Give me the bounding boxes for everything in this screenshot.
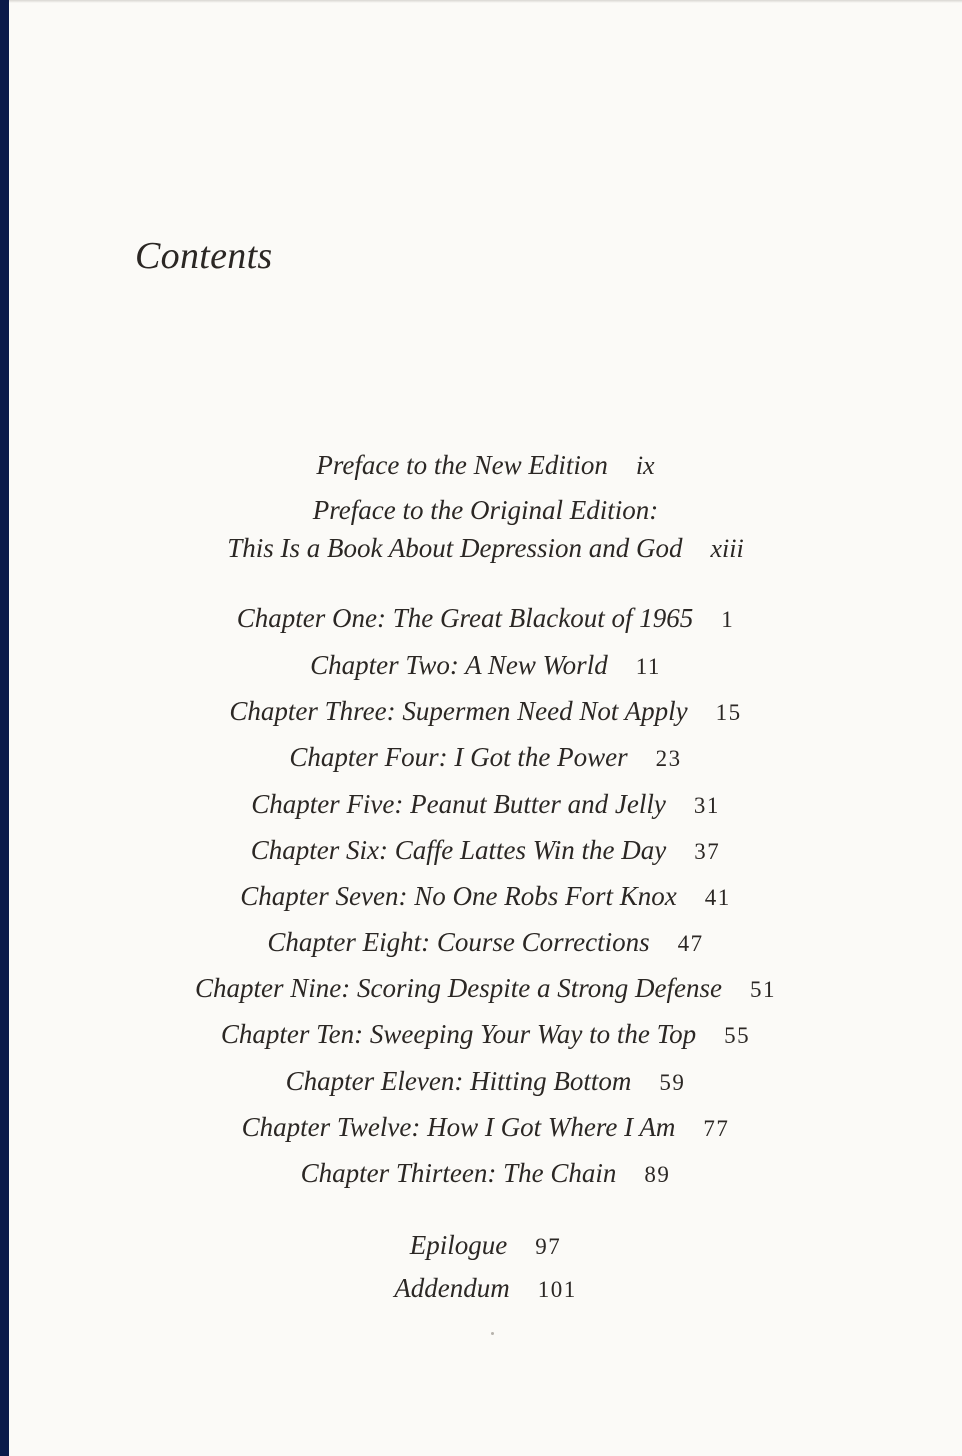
- toc-entry-title: Chapter Twelve: How I Got Where I Am: [241, 1112, 676, 1142]
- page-title: Contents: [135, 235, 273, 277]
- toc-entry-page: 37: [694, 839, 721, 864]
- toc-entry-chapter-9: [9, 970, 962, 1006]
- toc-entry-title: Addendum: [394, 1273, 510, 1303]
- toc-entry-title: Chapter Four: I Got the Power: [289, 742, 628, 772]
- toc-entry-page: 59: [659, 1070, 686, 1095]
- toc-entry-chapter-7: [9, 878, 962, 914]
- toc-entry-title: Preface to the New Edition: [316, 450, 608, 480]
- toc-entry-chapter-5: [9, 786, 962, 822]
- toc-entry-page: 15: [715, 700, 742, 725]
- toc-entry-title: Chapter Six: Caffe Lattes Win the Day: [250, 835, 667, 865]
- toc-entry-addendum: [9, 1270, 962, 1306]
- toc-entry-title: Epilogue: [409, 1230, 508, 1260]
- toc-entry-title: Preface to the Original Edition:: [312, 495, 659, 525]
- toc-entry-chapter-2: [9, 647, 962, 683]
- toc-entry-chapter-8: [9, 924, 962, 960]
- toc-entry-page: 77: [703, 1116, 730, 1141]
- toc-entry-chapter-3: [9, 693, 962, 729]
- toc-entry-chapter-11: [9, 1063, 962, 1099]
- toc-entry-page: 97: [535, 1234, 562, 1259]
- toc-entry-page: 11: [635, 654, 661, 679]
- toc-entry-chapter-12: [9, 1109, 962, 1145]
- toc-entry-title: Chapter Two: A New World: [310, 650, 608, 680]
- toc-entry-page: 47: [677, 931, 704, 956]
- toc-entry-title: Chapter Eleven: Hitting Bottom: [285, 1066, 632, 1096]
- toc-entry-page: ix: [635, 451, 655, 480]
- toc-entry-title: Chapter Three: Supermen Need Not Apply: [229, 696, 688, 726]
- toc-entry-page: 55: [724, 1023, 751, 1048]
- toc-entry-title: Chapter Ten: Sweeping Your Way to the Top: [220, 1019, 697, 1049]
- toc-entry-title: This Is a Book About Depression and God: [227, 533, 683, 563]
- toc-entry-chapter-6: [9, 832, 962, 868]
- toc-entry-preface-original-line2: [9, 530, 962, 566]
- toc-entry-page: 1: [721, 607, 735, 632]
- toc-entry-title: Chapter Thirteen: The Chain: [300, 1158, 617, 1188]
- toc-entry-title: Chapter Eight: Course Corrections: [267, 927, 650, 957]
- toc-entry-title: Chapter Seven: No One Robs Fort Knox: [240, 881, 677, 911]
- toc-entry-page: 101: [537, 1277, 577, 1302]
- book-page: [9, 0, 962, 1456]
- toc-entry-title: Chapter Five: Peanut Butter and Jelly: [251, 789, 666, 819]
- toc-entry-chapter-4: [9, 739, 962, 775]
- toc-entry-page: 89: [644, 1162, 671, 1187]
- toc-entry-chapter-10: [9, 1016, 962, 1052]
- toc-entry-page: 23: [655, 746, 682, 771]
- toc-entry-chapter-13: [9, 1155, 962, 1191]
- toc-entry-page: 31: [693, 793, 720, 818]
- toc-entry-epilogue: [9, 1227, 962, 1263]
- paper-speck: [491, 1332, 494, 1335]
- toc-entry-title: Chapter Nine: Scoring Despite a Strong Defense: [195, 973, 722, 1003]
- toc-entry-title: Chapter One: The Great Blackout of 1965: [236, 603, 694, 633]
- toc-entry-preface-new: [9, 447, 962, 483]
- toc-entry-preface-original-line1: [9, 492, 962, 528]
- toc-entry-page: 41: [704, 885, 731, 910]
- toc-entry-chapter-1: [9, 600, 962, 636]
- toc-entry-page: 51: [749, 977, 776, 1002]
- toc-entry-page: xiii: [710, 534, 744, 563]
- page-top-edge: [9, 0, 962, 3]
